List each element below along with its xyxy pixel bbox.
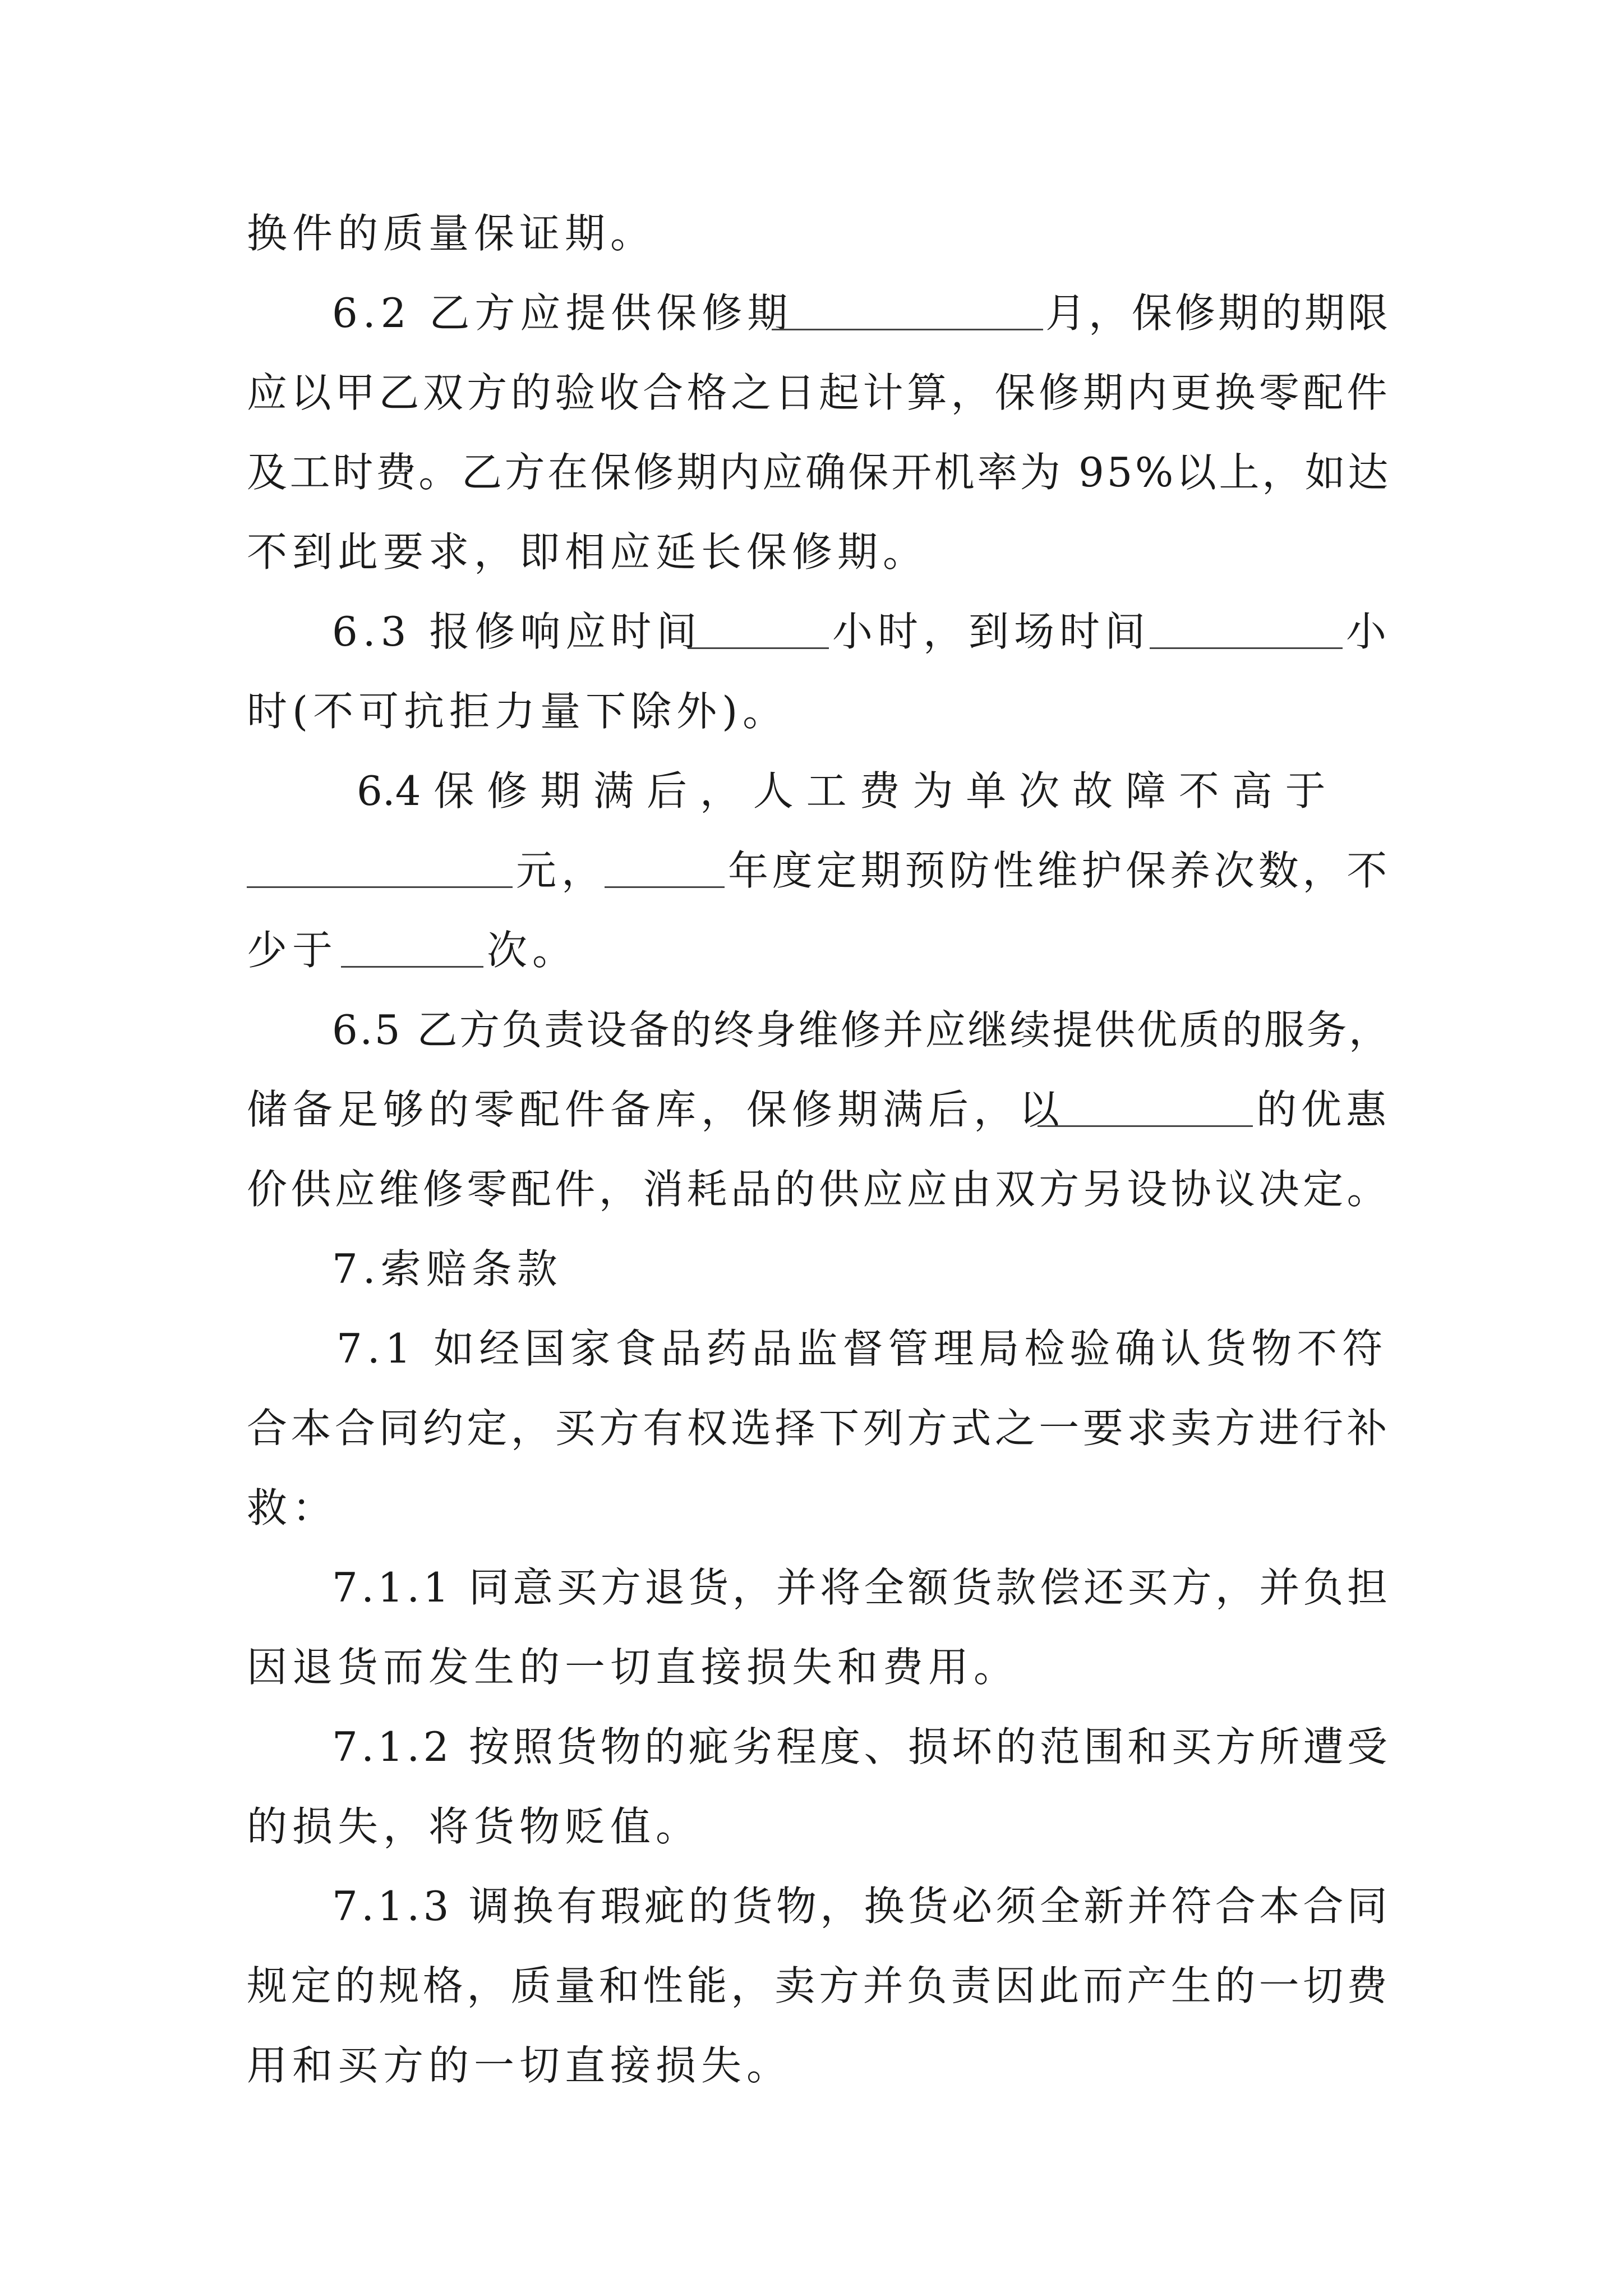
text-segment: 不到此要求，即相应延长保修期。 <box>247 528 929 576</box>
text-segment: 7.索赔条款 <box>332 1245 562 1292</box>
text-line <box>0 359 1623 438</box>
text-segment: 6.2 乙方应提供保修期 <box>332 289 793 337</box>
clause-6-3-line <box>0 598 1623 677</box>
text-line <box>0 200 1623 278</box>
text-line <box>0 837 1623 915</box>
text-segment: 6.4 保 修 期 满 后 ， 人 工 费 为 单 次 故 障 不 高 于 <box>357 767 1326 815</box>
text-segment: 时(不可抗拒力量下除外)。 <box>247 688 789 735</box>
text-segment: 的损失，将货物贬值。 <box>247 1803 702 1850</box>
clause-6-5-line <box>0 996 1623 1075</box>
text-segment: 救： <box>247 1484 338 1531</box>
text-segment: 小 <box>1346 608 1391 655</box>
fill-in-blank[interactable] <box>341 966 483 968</box>
text-line <box>0 1474 1623 1553</box>
text-segment: 因退货而发生的一切直接损失和费用。 <box>247 1644 1020 1691</box>
clause-6-4-line <box>0 757 1623 836</box>
text-segment: 合本合同约定，买方有权选择下列方式之一要求卖方进行补 <box>247 1405 1391 1452</box>
section-7-heading <box>0 1235 1623 1314</box>
text-line <box>0 2032 1623 2110</box>
text-segment: 的优惠 <box>1256 1086 1391 1133</box>
text-segment: 7.1.2 按照货物的疵劣程度、损坏的范围和买方所遭受 <box>332 1723 1391 1770</box>
text-segment: 年度定期预防性维护保养次数，不 <box>728 847 1391 894</box>
fill-in-blank[interactable] <box>247 886 513 888</box>
text-line <box>0 1395 1623 1473</box>
text-line <box>0 917 1623 995</box>
text-line <box>0 1952 1623 2031</box>
text-segment: 6.5 乙方负责设备的终身维修并应继续提供优质的服务， <box>332 1006 1391 1053</box>
text-segment: 7.1.1 同意买方退货，并将全额货款偿还买方，并负担 <box>332 1564 1391 1611</box>
text-segment: 次。 <box>487 927 578 974</box>
text-line <box>0 1076 1623 1154</box>
clause-7-1-line <box>0 1315 1623 1393</box>
text-line <box>0 518 1623 597</box>
text-segment: 月，保修期的期限 <box>1045 289 1391 337</box>
text-line <box>0 1793 1623 1871</box>
text-line <box>0 1634 1623 1712</box>
fill-in-blank[interactable] <box>1038 1125 1253 1127</box>
text-line <box>0 1156 1623 1234</box>
text-segment: 小时，到场时间 <box>832 608 1151 655</box>
text-segment: 6.3 报修响应时间 <box>332 608 702 655</box>
text-line <box>0 439 1623 517</box>
fill-in-blank[interactable] <box>1150 647 1343 649</box>
text-segment: 7.1 如经国家食品药品监督管理局检验确认货物不符 <box>336 1325 1388 1372</box>
fill-in-blank[interactable] <box>772 329 1043 330</box>
fill-in-blank[interactable] <box>605 886 725 888</box>
clause-7-1-2-line <box>0 1713 1623 1792</box>
text-segment: 元， <box>516 847 607 894</box>
text-segment: 少于 <box>247 927 338 974</box>
fill-in-blank[interactable] <box>688 647 829 649</box>
text-segment: 7.1.3 调换有瑕疵的货物，换货必须全新并符合本合同 <box>332 1883 1391 1930</box>
text-line <box>0 678 1623 756</box>
text-segment: 价供应维修零配件，消耗品的供应应由双方另设协议决定。 <box>247 1166 1391 1213</box>
text-segment: 储备足够的零配件备库，保修期满后，以 <box>247 1086 1065 1133</box>
text-segment: 及工时费。乙方在保修期内应确保开机率为 95%以上，如达 <box>247 449 1391 496</box>
text-segment: 应以甲乙双方的验收合格之日起计算，保修期内更换零配件 <box>247 369 1391 416</box>
clause-7-1-1-line <box>0 1554 1623 1632</box>
clause-6-2-line <box>0 279 1623 358</box>
text-segment: 用和买方的一切直接损失。 <box>247 2042 792 2089</box>
text-segment: 规定的规格，质量和性能，卖方并负责因此而产生的一切费 <box>247 1962 1391 2009</box>
text-segment: 换件的质量保证期。 <box>247 210 656 257</box>
clause-7-1-3-line <box>0 1872 1623 1951</box>
